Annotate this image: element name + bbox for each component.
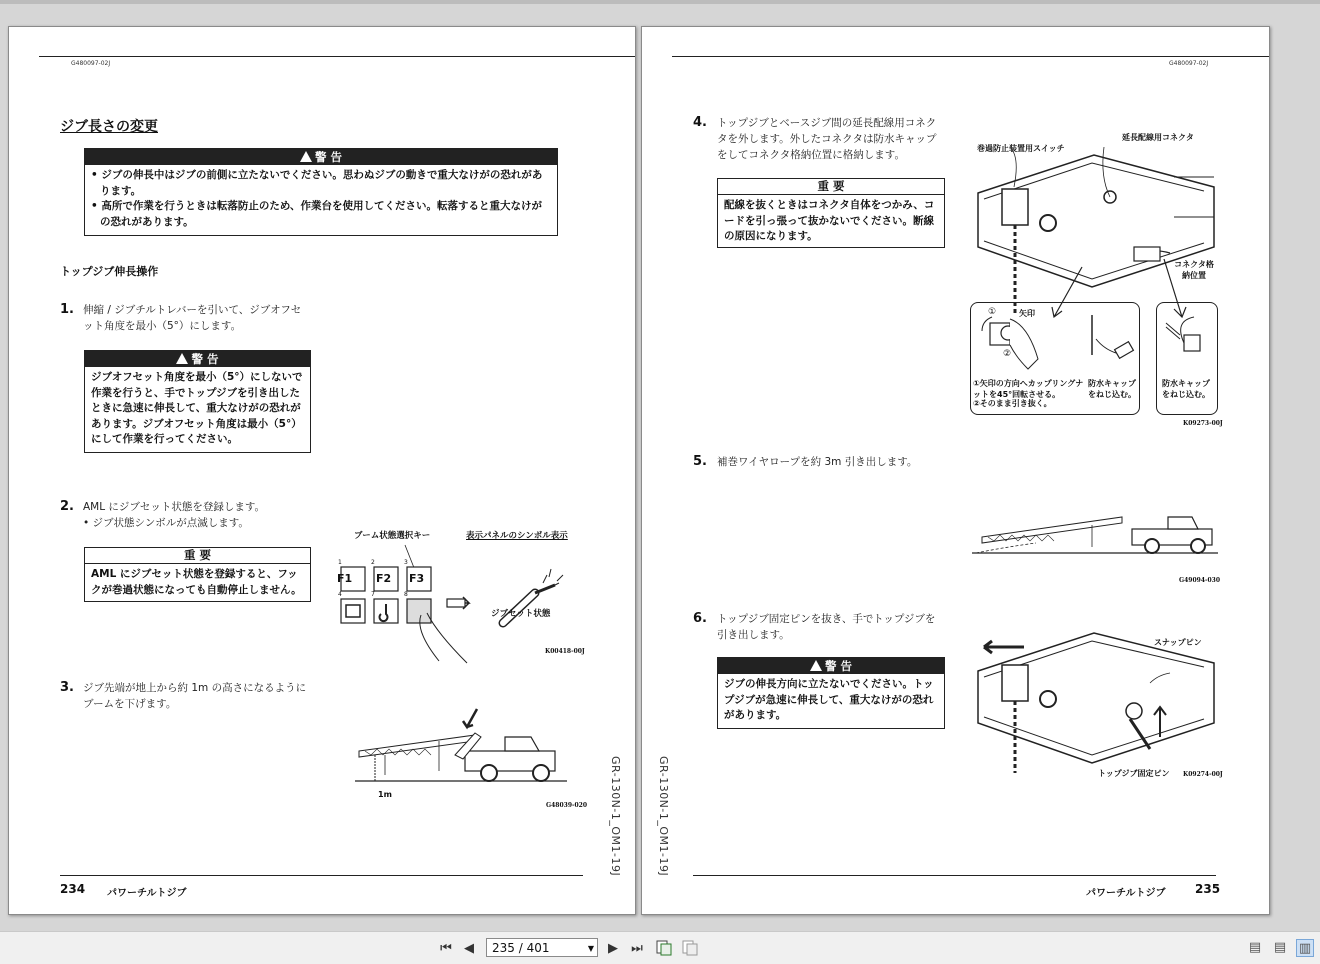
step-number: 6.: [693, 611, 707, 626]
fit-page-icon: [656, 940, 672, 956]
key-number: 4: [338, 591, 342, 598]
prev-page-button[interactable]: [459, 938, 479, 958]
header-rule: [672, 56, 1269, 57]
step-number: 4.: [693, 115, 707, 130]
page-number: 234: [60, 882, 86, 896]
important-box: [717, 178, 945, 248]
next-page-icon: ▶: [608, 940, 618, 956]
important-header: 重 要: [85, 548, 310, 564]
figure-label: 矢印: [1019, 309, 1035, 318]
warning-body: [85, 165, 557, 233]
step-text: トップジブとベースジブ間の延長配線用コネクタを外します。外したコネクタは防水キャップをしてコネクタ格納位置に格納します。: [717, 117, 937, 161]
circle-marker: ①: [988, 307, 997, 317]
two-page-icon: ▥: [1298, 941, 1312, 956]
figure-label: 巻過防止装置用スイッチ: [977, 144, 1065, 153]
warning-box: [84, 148, 558, 236]
doc-code: G480097-02J: [1169, 60, 1209, 67]
page-title: ジブ長さの変更: [60, 119, 158, 135]
fit-width-button[interactable]: [680, 938, 700, 958]
f2-key: F2: [376, 572, 392, 585]
figure-id: K09274-00J: [1183, 771, 1223, 778]
step-number: 3.: [60, 680, 74, 695]
chapter-name: パワーチルトジブ: [107, 888, 187, 899]
continuous-view-button[interactable]: [1271, 939, 1289, 957]
left-page: [8, 26, 636, 915]
step-subtext: • ジブ状態シンボルが点滅します。: [83, 517, 249, 529]
height-label: 1m: [378, 790, 392, 799]
pin-illustration: [974, 627, 1219, 777]
footer-rule: [60, 875, 583, 876]
figure-label: ジブセット状態: [491, 609, 551, 619]
step-text: 補巻ワイヤロープを約 3m 引き出します。: [717, 456, 918, 468]
figure-label: トップジブ固定ピン: [1098, 769, 1170, 778]
warning-body: ジブの伸長方向に立たないでください。トップジブが急速に伸長して、重大なけがの恐れがあります。: [724, 678, 934, 721]
figure-label: ブーム状態選択キー: [354, 531, 431, 541]
warning-header: 警 告: [718, 658, 944, 674]
chapter-name: パワーチルトジブ: [1086, 888, 1166, 899]
figure-id: G49094-030: [1179, 577, 1221, 584]
key-number: 7: [371, 591, 375, 598]
key-number: 8: [404, 591, 408, 598]
header-rule: [39, 56, 635, 57]
figure-id: K09273-00J: [1183, 420, 1223, 427]
figure-note: 防水キャップをねじ込む。: [1162, 379, 1210, 399]
step-text: ジブ先端が地上から約 1m の高さになるようにブームを下げます。: [83, 682, 307, 710]
figure-label: スナップピン: [1154, 638, 1202, 647]
important-body: AML にジブセット状態を登録すると、フックが巻過状態になっても自動停止しません。: [91, 568, 302, 596]
warning-item: • 高所で作業を行うときは転落防止のため、作業台を使用してください。転落すると重大なけがの恐れがあります。: [91, 200, 542, 228]
key-number: 2: [371, 559, 375, 566]
side-doc-code: GR-130N-1_OM1-19J: [657, 756, 670, 877]
crane-illustration: [355, 705, 567, 785]
crane-illustration: [972, 497, 1218, 557]
detail-illustration: [978, 309, 1208, 379]
last-page-button[interactable]: [627, 938, 647, 958]
step-text: 伸縮 / ジブチルトレバーを引いて、ジブオフセット角度を最小（5°）にします。: [83, 304, 302, 332]
warning-box: [717, 657, 945, 729]
page-number-input[interactable]: [486, 938, 598, 957]
warning-item: • ジブの伸長中はジブの前側に立たないでください。思わぬジブの動きで重大なけがの恐れがあります。: [91, 169, 543, 197]
key-number: 3: [404, 559, 408, 566]
side-doc-code: GR-130N-1_OM1-19J: [609, 756, 622, 877]
important-header: 重 要: [718, 179, 944, 195]
single-page-view-button[interactable]: [1246, 939, 1264, 957]
key-number: 1: [338, 559, 342, 566]
warning-header: 警 告: [85, 351, 310, 367]
right-page: [641, 26, 1270, 915]
figure-note: ②そのまま引き抜く。: [973, 399, 1052, 408]
step-number: 1.: [60, 302, 74, 317]
f3-key: F3: [409, 572, 425, 585]
doc-code: G480097-02J: [71, 60, 111, 67]
figure-note: 防水キャップをねじ込む。: [1088, 379, 1136, 399]
fit-width-icon: [682, 940, 698, 956]
two-page-view-button[interactable]: [1296, 939, 1314, 957]
important-box: [84, 547, 311, 602]
important-body: 配線を抜くときはコネクタ自体をつかみ、コードを引っ張って抜かないでください。断線の原因になります。: [724, 199, 935, 242]
last-page-icon: ⏭: [631, 940, 643, 956]
f1-key: F1: [337, 572, 353, 585]
step-text: トップジブ固定ピンを抜き、手でトップジブを引き出します。: [717, 613, 936, 641]
figure-label: コネクタ格納位置: [1174, 260, 1214, 280]
figure-label: 延長配線用コネクタ: [1122, 133, 1194, 142]
step-text: AML にジブセット状態を登録します。: [83, 501, 265, 513]
single-page-icon: ▤: [1248, 940, 1262, 955]
warning-triangle-icon: [810, 660, 822, 671]
figure-label: 表示パネルのシンボル表示: [466, 531, 568, 541]
warning-body: ジブオフセット角度を最小（5°）にしないで作業を行うと、手でトップジブを引き出したときに急速に伸長して、重大なけがの恐れがあります。ジブオフセット角度は最小（5°）にして作業を行ってください。: [91, 371, 303, 445]
fit-page-button[interactable]: [654, 938, 674, 958]
warning-box: [84, 350, 311, 453]
page-number-value: 235 / 401: [492, 941, 550, 955]
step-number: 2.: [60, 499, 74, 514]
prev-page-icon: ◀: [464, 940, 474, 956]
first-page-button[interactable]: [436, 938, 456, 958]
window-top-edge: [0, 0, 1320, 4]
figure-note: ①矢印の方向へカップリングナットを45°回転させる。: [973, 379, 1084, 399]
section-subheading: トップジブ伸長操作: [60, 265, 159, 278]
figure-id: G48039-020: [546, 802, 588, 809]
figure-id: K00418-00J: [545, 648, 585, 655]
page-number: 235: [1195, 882, 1221, 896]
next-page-button[interactable]: [603, 938, 623, 958]
circle-marker: ②: [1003, 349, 1012, 359]
continuous-page-icon: ▤: [1273, 940, 1287, 955]
dropdown-arrow-icon[interactable]: ▼: [587, 944, 594, 953]
viewer-toolbar: [0, 931, 1320, 964]
first-page-icon: ⏮: [440, 940, 452, 956]
warning-header: 警 告: [85, 149, 557, 165]
warning-triangle-icon: [300, 151, 312, 162]
warning-triangle-icon: [176, 353, 188, 364]
step-number: 5.: [693, 454, 707, 469]
connector-illustration: [974, 147, 1219, 317]
footer-rule: [693, 875, 1216, 876]
